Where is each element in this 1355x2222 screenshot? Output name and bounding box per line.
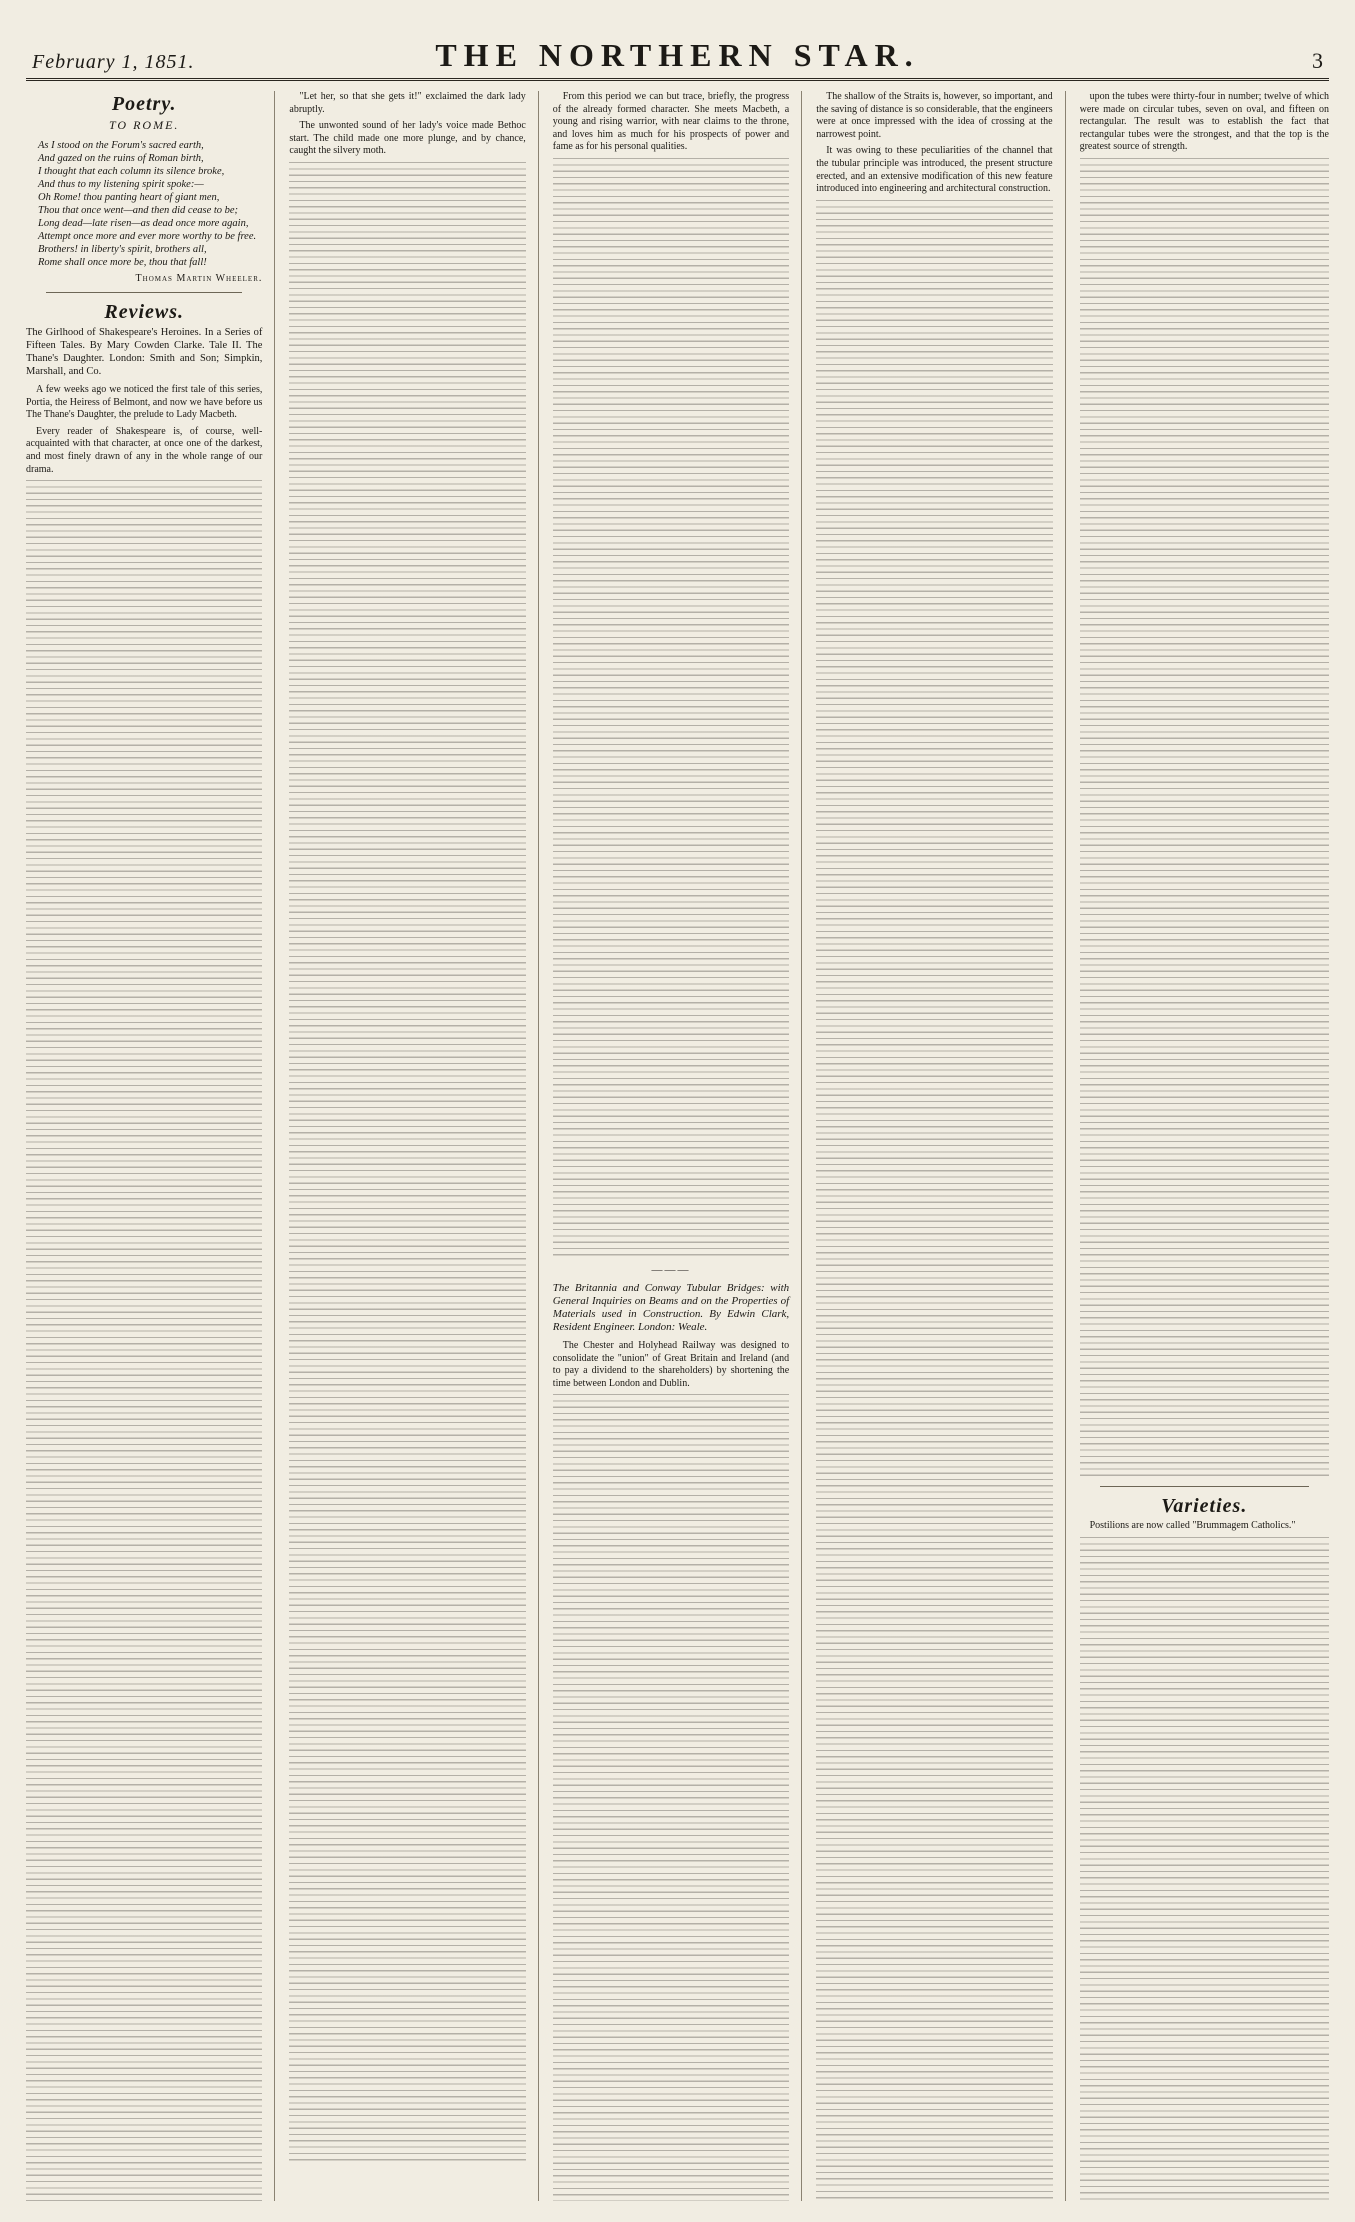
poem bbox=[26, 139, 262, 269]
poem-line: I thought that each column its silence broke, bbox=[38, 166, 225, 177]
story-paragraph: "Let her, so that she gets it!" exclaimed the dark lady abruptly. bbox=[289, 91, 526, 115]
bridge-paragraph: The shallow of the Straits is, however, so important, and the saving of distance is so considerable, that the engineers were at once impressed with the idea of crossing at the narrowest point. bbox=[816, 91, 1053, 140]
column-text-block bbox=[289, 162, 525, 2162]
bridge-paragraph: upon the tubes were thirty-four in number; twelve of which were made on circular tubes, seven on oval, and fifteen on rectangular. The result was to establish the fact that rectangular tubes were the strongest, and that the top is the greatest source of strength. bbox=[1079, 91, 1329, 153]
divider bbox=[1100, 1486, 1309, 1487]
review-paragraph: A few weeks ago we noticed the first tale of this series, Portia, the Heiress of Belmont, and now we have before us The Thane's Daughter, the prelude to Lady Macbeth. bbox=[26, 384, 263, 421]
column-2 bbox=[289, 91, 538, 2201]
bridge-review-heading: The Britannia and Conway Tubular Bridges: with General Inquiries on Beams and on the Properties of Materials used in Construction. By Edwin Clark, Resident Engineer. London: Weale. bbox=[552, 1281, 790, 1333]
reviews-heading: Reviews. bbox=[104, 301, 185, 323]
varieties-heading: Varieties. bbox=[1161, 1494, 1248, 1517]
poetry-heading: Poetry. bbox=[111, 93, 177, 115]
column-text-block bbox=[1080, 158, 1329, 1478]
poem-title: TO ROME. bbox=[108, 118, 180, 132]
column-text-block bbox=[26, 480, 262, 2201]
poem-line: Attempt once more and ever more worthy to be free. bbox=[38, 231, 257, 242]
section-divider: ——— bbox=[651, 1263, 691, 1276]
poem-line: As I stood on the Forum's sacred earth, bbox=[38, 140, 204, 151]
column-3 bbox=[553, 91, 802, 2201]
poem-line: And thus to my listening spirit spoke:— bbox=[38, 179, 204, 190]
poem-line: Thou that once went—and then did cease to be; bbox=[38, 205, 239, 216]
review-paragraph: Every reader of Shakespeare is, of course, well-acquainted with that character, at once one of the darkest, and most finely drawn of any in the whole range of our drama. bbox=[26, 425, 263, 475]
poem-line: And gazed on the ruins of Roman birth, bbox=[38, 153, 204, 164]
article-paragraph: The Chester and Holyhead Railway was designed to consolidate the "union" of Great Britain and Ireland (and to pay a dividend to the shareholders) by shortening the time between London and Dublin. bbox=[552, 1339, 790, 1389]
article-paragraph: From this period we can but trace, briefly, the progress of the already formed character. She meets Macbeth, a young and rising warrior, with near claims to the throne, and loves him as much for his prospects of power and fame as for his personal qualities. bbox=[552, 91, 790, 153]
poem-line: Oh Rome! thou panting heart of giant men, bbox=[38, 192, 220, 203]
poem-line: Rome shall once more be, thou that fall! bbox=[38, 257, 207, 268]
column-text-block bbox=[553, 158, 789, 1258]
masthead bbox=[26, 16, 1329, 81]
issue-date: February 1, 1851. bbox=[32, 51, 195, 73]
column-text-block bbox=[1080, 1537, 1329, 2201]
varieties-paragraph: Postilions are now called "Brummagem Catholics." bbox=[1089, 1519, 1296, 1531]
column-text-block bbox=[816, 200, 1052, 2200]
column-text-block bbox=[553, 1394, 789, 2201]
poem-line: Long dead—late risen—as dead once more again, bbox=[38, 218, 249, 229]
story-paragraph: The unwonted sound of her lady's voice made Bethoc start. The child made one more plunge, and by chance, caught the silvery moth. bbox=[289, 120, 526, 157]
newspaper-title: THE NORTHERN STAR. bbox=[435, 37, 920, 73]
review-book-title: The Girlhood of Shakespeare's Heroines. In a Series of Fifteen Tales. By Mary Cowden Clarke. Tale II. The Thane's Daughter. London: Smith and Son; Simpkin, Marshall, and Co. bbox=[26, 327, 263, 377]
columns bbox=[26, 91, 1329, 2201]
column-1 bbox=[26, 91, 275, 2201]
poem-line: Brothers! in liberty's spirit, brothers all, bbox=[38, 244, 207, 255]
poem-signature: Thomas Martin Wheeler. bbox=[135, 273, 263, 284]
bridge-paragraph: It was owing to these peculiarities of the channel that the tubular principle was introduced, the present structure erected, and an extensive modification of this new feature introduced into engineering and architectural construction. bbox=[816, 145, 1053, 195]
column-4 bbox=[816, 91, 1065, 2201]
page-number: 3 bbox=[1312, 48, 1323, 73]
column-5 bbox=[1080, 91, 1329, 2201]
divider bbox=[46, 292, 242, 293]
